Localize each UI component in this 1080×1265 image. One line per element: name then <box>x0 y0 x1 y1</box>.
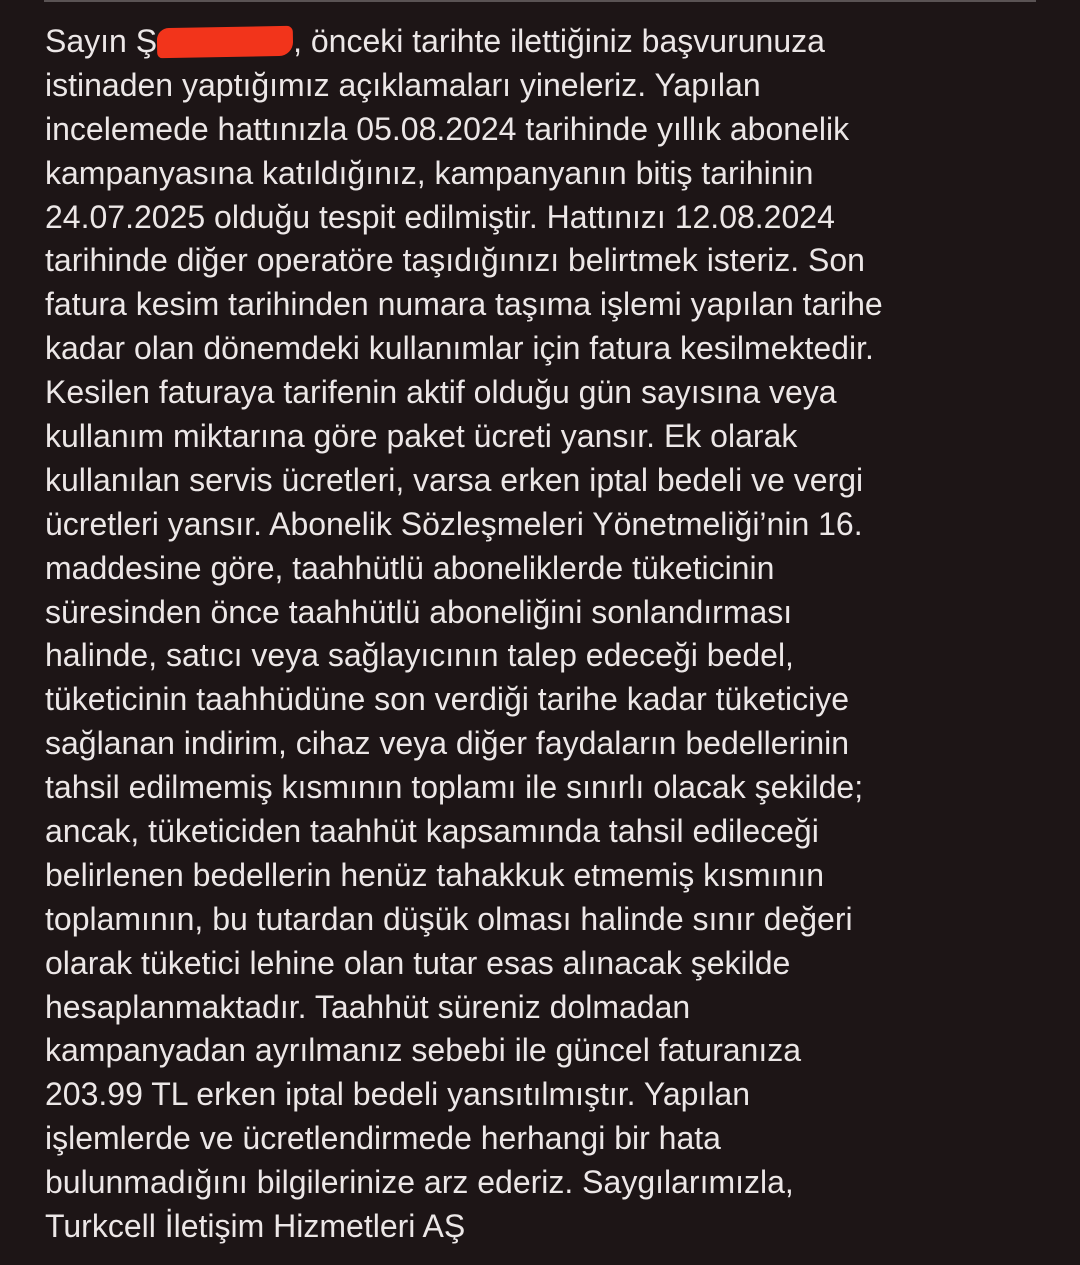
message-line: bulunmadığını bilgilerinize arz ederiz. Saygılarımızla, <box>45 1164 794 1201</box>
message-line-greeting <box>45 20 1045 64</box>
message-line: olarak tüketici lehine olan tutar esas alınacak şekilde <box>45 944 791 981</box>
greeting-suffix: , önceki tarihte ilettiğiniz başvurunuza <box>293 23 825 59</box>
message-line: kadar olan dönemdeki kullanımlar için fatura kesilmektedir. <box>45 330 874 367</box>
message-line: kullanılan servis ücretleri, varsa erken iptal bedeli ve vergi <box>45 461 864 498</box>
greeting-prefix: Sayın Ş <box>45 23 158 59</box>
message-line: süresinden önce taahhütlü aboneliğini sonlandırması <box>45 593 793 630</box>
message-line: maddesine göre, taahhütlü aboneliklerde tüketicinin <box>45 549 775 586</box>
message-line: 24.07.2025 olduğu tespit edilmiştir. Hattınızı 12.08.2024 <box>45 198 835 235</box>
message-line: tüketicinin taahhüdüne son verdiği tarihe kadar tüketiciye <box>45 681 850 718</box>
message-body <box>45 20 1045 1249</box>
message-line-signature: Turkcell İletişim Hizmetleri AŞ <box>45 1208 466 1245</box>
redaction-mark <box>157 26 294 58</box>
message-line: fatura kesim tarihinden numara taşıma işlemi yapılan tarihe <box>45 286 883 323</box>
message-line: işlemlerde ve ücretlendirmede herhangi bir hata <box>45 1120 721 1157</box>
message-line: ancak, tüketiciden taahhüt kapsamında tahsil edileceği <box>45 813 819 850</box>
message-line: halinde, satıcı veya sağlayıcının talep edeceği bedel, <box>45 637 794 674</box>
message-line: hesaplanmaktadır. Taahhüt süreniz dolmadan <box>45 988 691 1025</box>
message-line: sağlanan indirim, cihaz veya diğer faydaların bedellerinin <box>45 725 850 762</box>
message-line: kampanyadan ayrılmanız sebebi ile güncel faturanıza <box>45 1032 801 1069</box>
message-line: tahsil edilmemiş kısmının toplamı ile sınırlı olacak şekilde; <box>45 769 864 806</box>
message-line: ücretleri yansır. Abonelik Sözleşmeleri Yönetmeliği’nin 16. <box>45 505 863 542</box>
message-line: kullanım miktarına göre paket ücreti yansır. Ek olarak <box>45 418 798 455</box>
message-line: toplamının, bu tutardan düşük olması halinde sınır değeri <box>45 900 853 937</box>
message-line: kampanyasına katıldığınız, kampanyanın bitiş tarihinin <box>45 154 814 191</box>
top-divider <box>44 0 1036 2</box>
message-line: istinaden yaptığımız açıklamaları yineleriz. Yapılan <box>45 66 761 103</box>
message-line: tarihinde diğer operatöre taşıdığınızı belirtmek isteriz. Son <box>45 242 865 279</box>
message-line: belirlenen bedellerin henüz tahakkuk etmemiş kısmının <box>45 856 825 893</box>
message-line: 203.99 TL erken iptal bedeli yansıtılmıştır. Yapılan <box>45 1076 751 1113</box>
message-line: Kesilen faturaya tarifenin aktif olduğu gün sayısına veya <box>45 374 837 411</box>
message-line: incelemede hattınızla 05.08.2024 tarihinde yıllık abonelik <box>45 110 850 147</box>
